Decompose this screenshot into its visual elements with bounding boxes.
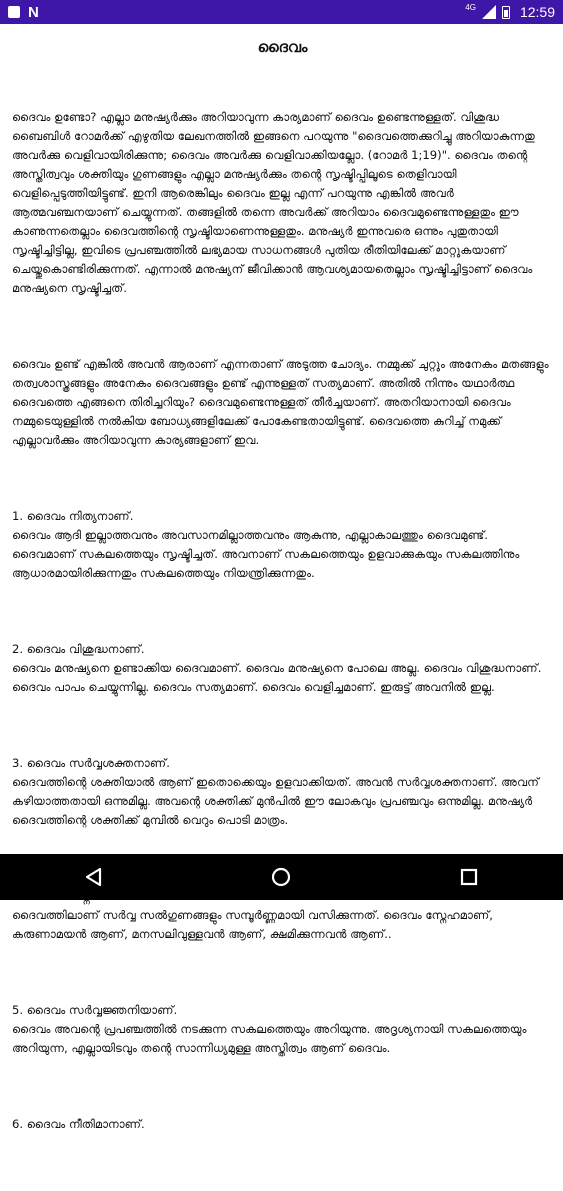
paragraph-8: 6. ദൈവം നീതിമാനാണ്.: [12, 1117, 145, 1131]
paragraph-6: ദൈവത്തിലാണ് സർവ്വ സൽഗുണങ്ങളും സമ്പൂർണ്ണമായി വസിക്കുന്നത്. ദൈവം സ്നേഹമാണ്, കരുണാമയൻ ആണ്, മനസലിവുള്ളവൻ ആണ്, ക്ഷമിക്കുന്നവൻ ആണ്..: [12, 908, 493, 941]
paragraph-1: ദൈവം ഉണ്ടോ? എല്ലാ മനുഷ്യർക്കും അറിയാവുന്ന കാര്യമാണ് ദൈവം ഉണ്ടെന്നുള്ളത്. വിശുദ്ധ ബൈബിൾ റോമർക്ക് എഴുതിയ ലേഖനത്തിൽ ഇങ്ങനെ പറയുന്നു "ദൈവത്തെക്കുറിച്ചു അറിയാകുന്നതു അവർക്കു വെളിവായിരിക്കുന്നു; ദൈവം അവർക്കു വെളിവാക്കിയല്ലോ. (റോമർ 1;19)". ദൈവം തന്റെ അസ്തിത്വവും ശക്തിയും ഗുണങ്ങളും എല്ലാ മനുഷ്യർക്കും തന്റെ സൃഷ്ടിപ്പിലൂടെ തെളിവായി വെളിപ്പെടുത്തിയിട്ടുണ്ട്. ഇനി ആരെങ്കിലും ദൈവം ഇല്ല എന്ന് പറയുന്നു എങ്കിൽ അവർ ആത്മവഞ്ചനയാണ് ചെയ്യുന്നത്. തങ്ങളിൽ തന്നെ അവർക്ക് അറിയാം ദൈവമുണ്ടെന്നുള്ളതും ഈ കാണുന്നതെല്ലാം ദൈവത്തിന്റെ സൃഷ്ടിയാണെന്നുള്ളതും. മനുഷ്യർ ഇന്നുവരെ ഒന്നും പുതുതായി സൃഷ്ടിച്ചിട്ടില്ല, ഇവിടെ പ്രപഞ്ചത്തിൽ ലഭ്യമായ സാധനങ്ങൾ പുതിയ രീതിയിലേക്ക് മാറ്റുകയാണ് ചെയ്തുകൊണ്ടിരിക്കുന്നത്. എന്നാൽ മനുഷ്യന് ജീവിക്കാൻ ആവശ്യമായതെല്ലാം സൃഷ്ടിച്ചിട്ടാണ് ദൈവം മനുഷ്യനെ സൃഷ്ടിച്ചത്.: [12, 110, 539, 295]
app-square-icon: [8, 6, 20, 18]
paragraph-7: 5. ദൈവം സർവ്വജ്ഞനിയാണ്. ദൈവം അവന്റെ പ്രപഞ്ചത്തിൽ നടക്കുന്ന സകലത്തെയും അറിയുന്നു. അദൃശ്യനായി സകലത്തെയും അറിയുന്ന, എല്ലായിടവും തന്റെ സാന്നിധ്യമുള്ള അസ്തിത്വം ആണ് ദൈവം.: [12, 1003, 527, 1055]
clock: 12:59: [519, 4, 555, 20]
paragraph-5: 3. ദൈവം സർവ്വശക്തനാണ്. ദൈവത്തിന്റെ ശക്തിയാൽ ആണ് ഇതൊക്കെയും ഉളവാക്കിയത്. അവൻ സർവ്വശക്തനാണ്. അവന് കഴിയാത്തതായി ഒന്നുമില്ല. അവന്റെ ശക്തിക്ക് മുൻപിൽ ഈ ലോകവും പ്രപഞ്ചവും ഒന്നുമില്ല. മനുഷ്യർ ദൈവത്തിന്റെ ശക്തിക്ക് മുമ്പിൽ വെറും പൊടി മാത്രം.: [12, 756, 539, 827]
page-title: ദൈവം: [257, 38, 308, 56]
paragraph-4: 2. ദൈവം വിശുദ്ധനാണ്. ദൈവം മനുഷ്യനെ ഉണ്ടാക്കിയ ദൈവമാണ്. ദൈവം മനുഷ്യനെ പോലെ അല്ല. ദൈവം വിശുദ്ധനാണ്. ദൈവം പാപം ചെയ്യുന്നില്ല. ദൈവം സത്യമാണ്. ദൈവം വെളിച്ചമാണ്. ഇരുട്ട് അവനിൽ ഇല്ല.: [12, 642, 542, 694]
n-icon: N: [28, 3, 39, 21]
home-icon: [270, 866, 292, 888]
paragraph-2: ദൈവം ഉണ്ട് എങ്കിൽ അവൻ ആരാണ് എന്നതാണ് അടുത്ത ചോദ്യം. നമ്മുക്ക് ചുറ്റും അനേകം മതങ്ങളും തത്വശാസ്ത്രങ്ങളും അനേകം ദൈവങ്ങളും ഉണ്ട് എന്നുള്ളത് സത്യമാണ്. അതിൽ നിന്നും യഥാർത്ഥ ദൈവത്തെ എങ്ങനെ തിരിച്ചറിയും? ദൈവമുണ്ടെന്നുള്ളത് തീർച്ചയാണ്. അതറിയാനായി ദൈവം നമ്മുടെയുള്ളിൽ നൽകിയ ബോധ്യങ്ങളിലേക്ക് പോകേണ്ടതായിട്ടുണ്ട്. ദൈവത്തെ കുറിച്ച് നമുക്ക് എല്ലാവർക്കും അറിയാവുന്ന കാര്യങ്ങളാണ് ഇവ.: [12, 357, 553, 447]
back-button[interactable]: [74, 857, 114, 897]
recents-icon: [458, 866, 480, 888]
recents-button[interactable]: [449, 857, 489, 897]
article-content[interactable]: [0, 24, 563, 1131]
back-icon: [83, 866, 105, 888]
signal-icon: 4G: [465, 3, 476, 12]
paragraph-3: 1. ദൈവം നിത്യനാണ്. ദൈവം ആദി ഇല്ലാത്തവനും അവസാനമില്ലാത്തവനും ആകുന്നു, എല്ലാകാലത്തും ദൈവമുണ്ട്. ദൈവമാണ് സകലത്തെയും സൃഷ്ടിച്ചത്. അവനാണ് സകലത്തെയും ഉളവാക്കുകയും സകലത്തിനും ആധാരമായിരിക്കുന്നതും സകലത്തെയും നിയന്ത്രിക്കുന്നതും.: [12, 509, 520, 580]
status-bar-right: [465, 4, 555, 20]
battery-icon: [502, 6, 510, 19]
navigation-bar: [0, 854, 563, 900]
home-button[interactable]: [261, 857, 301, 897]
status-bar: [0, 0, 563, 24]
signal-strength-icon: [482, 5, 496, 19]
status-bar-left: [8, 5, 39, 20]
article-body: [12, 70, 553, 1191]
